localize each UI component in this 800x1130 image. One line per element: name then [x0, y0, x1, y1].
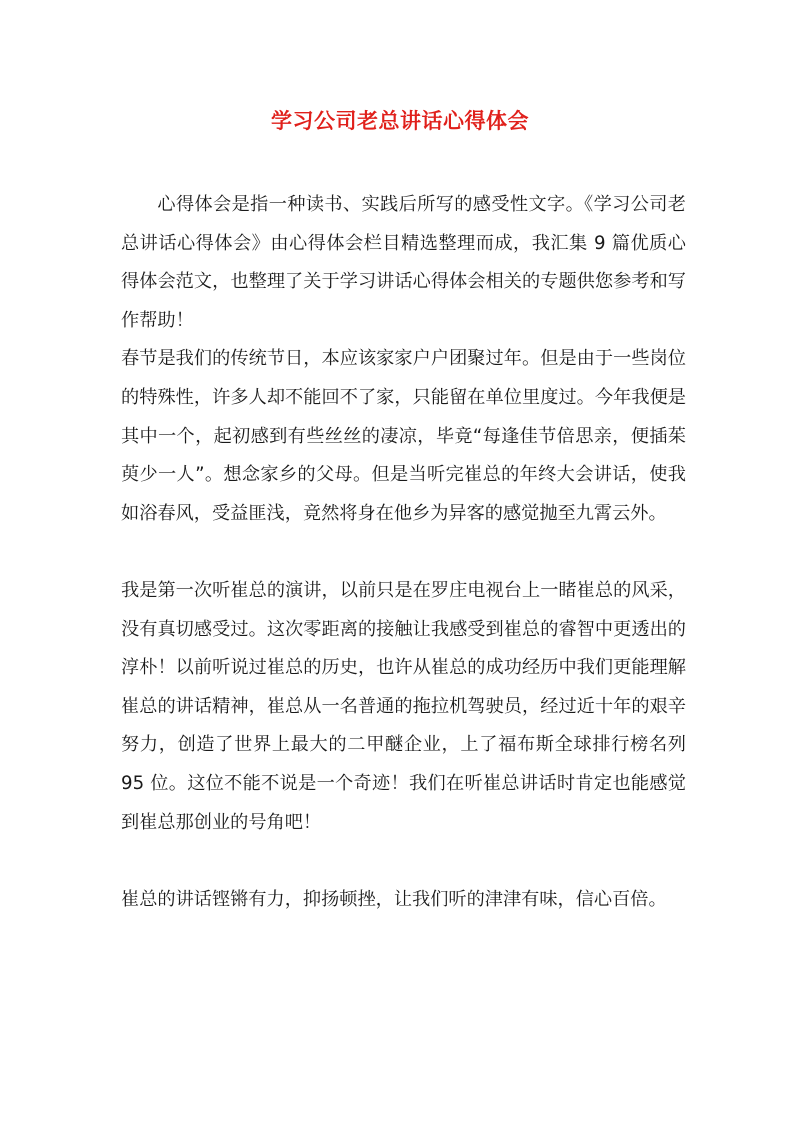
- document-body: [121, 186, 686, 919]
- paragraph-speech-impression: 崔总的讲话铿锵有力，抑扬顿挫，让我们听的津津有味，信心百倍。: [121, 888, 667, 910]
- paragraph-first-speech: 我是第一次听崔总的演讲，以前只是在罗庄电视台上一睹崔总的风采，没有真切感受过。这次零距离的接触让我感受到崔总的睿智中更透出的淳朴！以前听说过崔总的历史，也许从崔总的成功经历中我们更能理解崔总的讲话精神，崔总从一名普通的拖拉机驾驶员，经过近十年的艰辛努力，创造了世界上最大的二甲醚企业，上了福布斯全球排行榜名列 95 位。这位不能不说是一个奇迹！我们在听崔总讲话时肯定也能感觉到崔总那创业的号角吧！: [121, 579, 686, 833]
- paragraph-spring-festival: 春节是我们的传统节日，本应该家家户户团聚过年。但是由于一些岗位的特殊性，许多人却不能回不了家，只能留在单位里度过。今年我便是其中一个，起初感到有些丝丝的凄凉，毕竟“每逢佳节倍思亲，便插茱萸少一人”。想念家乡的父母。但是当听完崔总的年终大会讲话，使我如浴春风，受益匪浅，竟然将身在他乡为异客的感觉抛至九霄云外。: [121, 348, 686, 524]
- paragraph-intro: 心得体会是指一种读书、实践后所写的感受性文字。《学习公司老总讲话心得体会》由心得体会栏目精选整理而成，我汇集 9 篇优质心得体会范文，也整理了关于学习讲话心得体会相关的专题供您参考和写作帮助！: [121, 194, 686, 331]
- document-title: 学习公司老总讲话心得体会: [271, 109, 529, 133]
